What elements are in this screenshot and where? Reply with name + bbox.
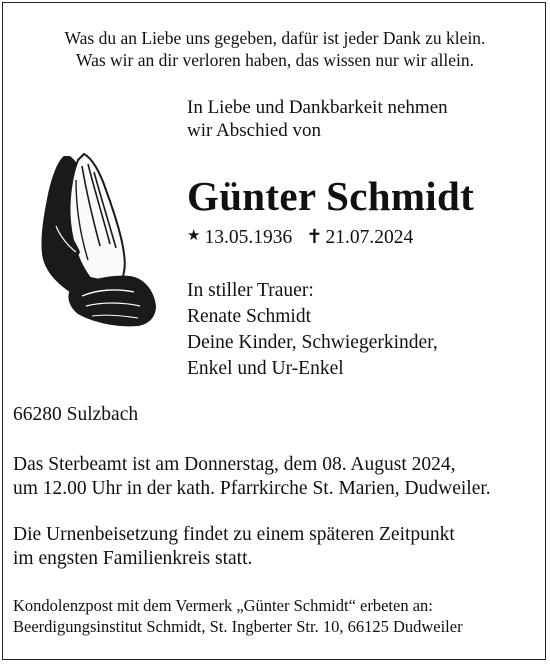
deceased-name: Günter Schmidt xyxy=(187,173,475,219)
intro-line-1: In Liebe und Dankbarkeit nehmen xyxy=(187,97,448,118)
location: 66280 Sulzbach xyxy=(13,404,139,425)
burial-line-1: Die Urnenbeisetzung findet zu einem späteren Zeitpunkt xyxy=(13,524,455,545)
life-dates xyxy=(187,224,413,250)
mourner-line: Enkel und Ur-Enkel xyxy=(187,358,344,379)
mourner-line: Deine Kinder, Schwiegerkinder, xyxy=(187,332,438,353)
mourners-heading: In stiller Trauer: xyxy=(187,280,314,301)
cross-icon: ✝ xyxy=(306,227,323,248)
condolence-line-2: Beerdigungsinstitut Schmidt, St. Ingberter Str. 10, 66125 Dudweiler xyxy=(13,617,463,636)
intro-line-2: wir Abschied von xyxy=(187,120,322,141)
praying-hands-icon xyxy=(30,150,160,328)
poem-line-1: Was du an Liebe uns gegeben, dafür ist jeder Dank zu klein. xyxy=(64,28,486,48)
birth-date: 13.05.1936 xyxy=(204,227,293,248)
condolence-line-1: Kondolenzpost mit dem Vermerk „Günter Schmidt“ erbeten an: xyxy=(13,596,433,615)
star-icon: ★ xyxy=(187,228,201,244)
mourner-line: Renate Schmidt xyxy=(187,306,312,327)
poem-line-2: Was wir an dir verloren haben, das wissen nur wir allein. xyxy=(75,50,475,70)
service-line-1: Das Sterbeamt ist am Donnerstag, dem 08. August 2024, xyxy=(13,454,456,475)
burial-line-2: im engsten Familienkreis statt. xyxy=(13,548,253,569)
death-date: 21.07.2024 xyxy=(325,227,414,248)
service-line-2: um 12.00 Uhr in der kath. Pfarrkirche St. Marien, Dudweiler. xyxy=(13,478,491,499)
